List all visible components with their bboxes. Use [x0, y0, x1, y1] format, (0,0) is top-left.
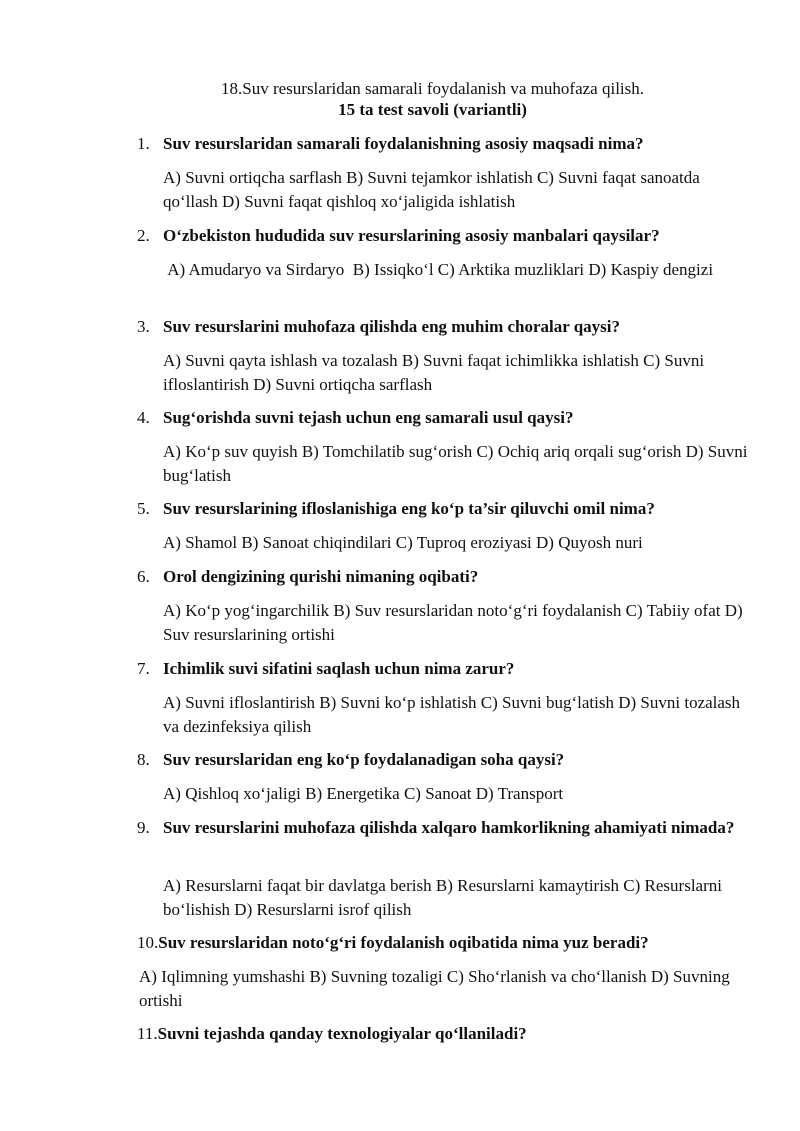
question-4: [137, 406, 777, 430]
answer-options-6: A) Ko‘p yog‘ingarchilik B) Suv resurslaridan noto‘g‘ri foydalanish C) Tabiiy ofat D) Suv resurslarining ortishi: [163, 601, 743, 644]
question-number: 4.: [137, 408, 150, 427]
answer-options-4: A) Ko‘p suv quyish B) Tomchilatib sug‘orish C) Ochiq ariq orqali sug‘orish D) Suvni bug‘latish: [163, 442, 748, 485]
document-subtitle: 15 ta test savoli (variantli): [338, 100, 527, 119]
document-title: 18.Suv resurslaridan samarali foydalanish va muhofaza qilish.: [221, 79, 644, 98]
question-number: 2.: [137, 226, 150, 245]
question-5: [137, 497, 777, 521]
question-9: [137, 816, 747, 840]
question-text: O‘zbekiston hududida suv resurslarining asosiy manbalari qaysilar?: [163, 226, 660, 245]
question-number: 3.: [137, 317, 150, 336]
answer-options-8: A) Qishloq xo‘jaligi B) Energetika C) Sanoat D) Transport: [163, 784, 564, 803]
question-text: Suv resurslarini muhofaza qilishda eng muhim choralar qaysi?: [163, 317, 621, 336]
question-number: 9.: [137, 818, 150, 837]
answer-options-10: A) Iqlimning yumshashi B) Suvning tozaligi C) Sho‘rlanish va cho‘llanish D) Suvning ortishi: [139, 967, 730, 1010]
answer-options-2: A) Amudaryo va Sirdaryo B) Issiqko‘l C) Arktika muzliklari D) Kaspiy dengizi: [163, 260, 714, 279]
question-text: Suv resurslaridan eng ko‘p foydalanadigan soha qaysi?: [163, 750, 565, 769]
question-text: Suvni tejashda qanday texnologiyalar qo‘llaniladi?: [157, 1024, 527, 1043]
question-3: [137, 315, 777, 339]
answer-options-1: A) Suvni ortiqcha sarflash B) Suvni tejamkor ishlatish C) Suvni faqat sanoatda qo‘llash D) Suvni faqat qishloq xo‘jaligida ishlatish: [163, 168, 700, 211]
question-text: Suv resurslaridan noto‘g‘ri foydalanish oqibatida nima yuz beradi?: [158, 933, 649, 952]
question-text: Orol dengizining qurishi nimaning oqibati?: [163, 567, 479, 586]
question-6: [137, 565, 777, 589]
question-number: 7.: [137, 659, 150, 678]
question-text: Suv resurslarini muhofaza qilishda xalqaro hamkorlikning ahamiyati nimada?: [163, 818, 735, 837]
question-number: 10.: [137, 933, 159, 952]
question-1: [137, 132, 777, 156]
question-number: 11.: [137, 1024, 158, 1043]
answer-options-5: A) Shamol B) Sanoat chiqindilari C) Tuproq eroziyasi D) Quyosh nuri: [163, 533, 643, 552]
question-number: 8.: [137, 750, 150, 769]
question-11: [137, 1022, 777, 1046]
question-text: Ichimlik suvi sifatini saqlash uchun nima zarur?: [163, 659, 515, 678]
answer-options-9: A) Resurslarni faqat bir davlatga berish B) Resurslarni kamaytirish C) Resurslarni bo‘lishish D) Resurslarni isrof qilish: [163, 876, 722, 919]
question-2: [137, 224, 777, 248]
question-text: Suv resurslarining ifloslanishiga eng ko‘p ta’sir qiluvchi omil nima?: [163, 499, 655, 518]
question-7: [137, 657, 777, 681]
question-text: Sug‘orishda suvni tejash uchun eng samarali usul qaysi?: [163, 408, 574, 427]
question-number: 6.: [137, 567, 150, 586]
answer-options-3: A) Suvni qayta ishlash va tozalash B) Suvni faqat ichimlikka ishlatish C) Suvni ifloslantirish D) Suvni ortiqcha sarflash: [163, 351, 705, 394]
question-10: [137, 931, 777, 955]
answer-options-7: A) Suvni ifloslantirish B) Suvni ko‘p ishlatish C) Suvni bug‘latish D) Suvni tozalash va dezinfeksiya qilish: [163, 693, 741, 736]
question-number: 5.: [137, 499, 150, 518]
question-text: Suv resurslaridan samarali foydalanishning asosiy maqsadi nima?: [163, 134, 644, 153]
question-number: 1.: [137, 134, 150, 153]
question-8: [137, 748, 777, 772]
